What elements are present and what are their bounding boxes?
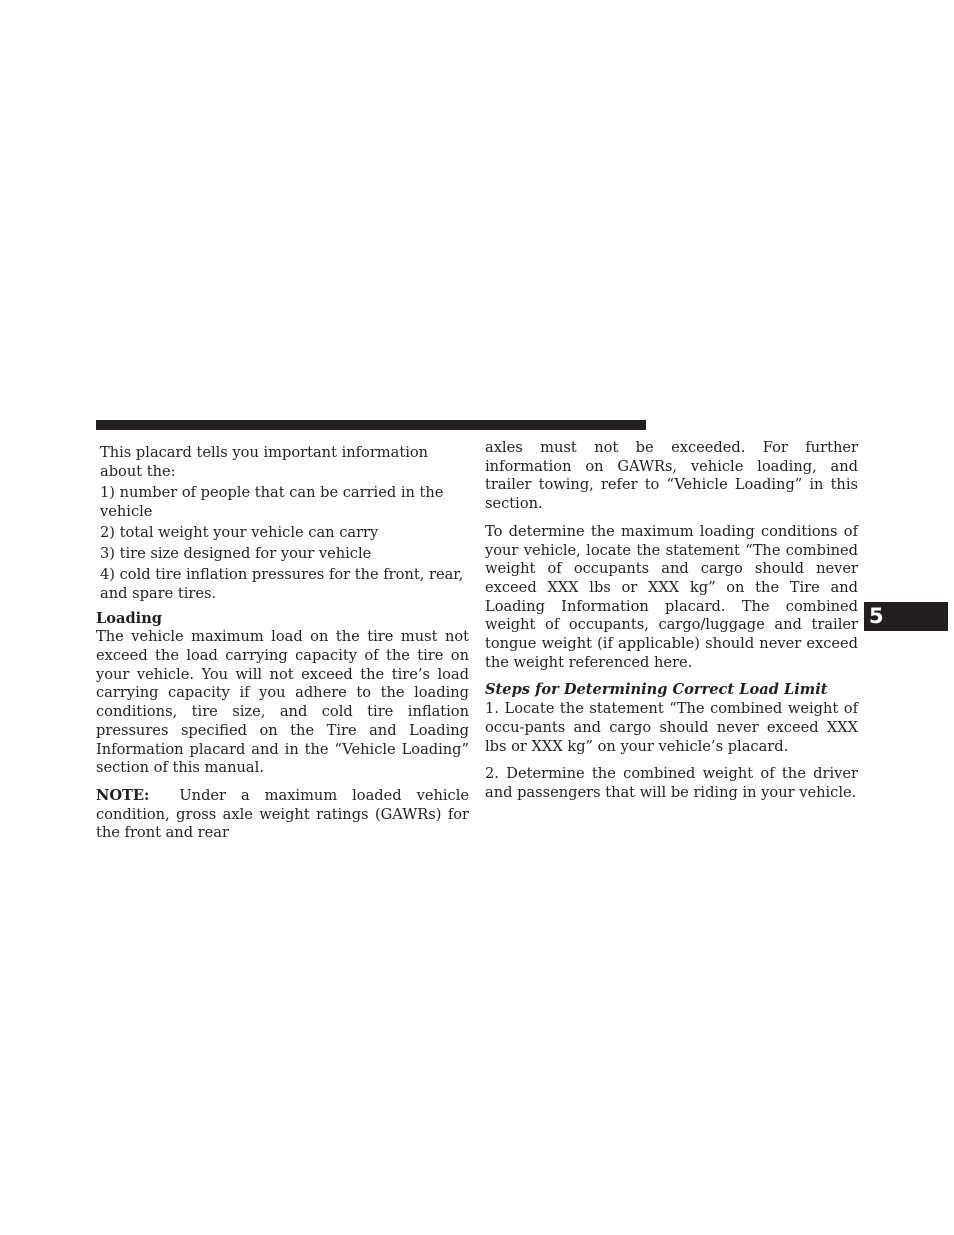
list-item: 4) cold tire inflation pressures for the front, rear, and spare tires. bbox=[100, 566, 464, 602]
note-text: Under a maximum loaded vehicle condition, gross axle weight ratings (GAWRs) for the front and rear bbox=[96, 786, 469, 842]
list-item: 1) number of people that can be carried in the vehicle bbox=[100, 483, 444, 520]
steps-heading: Steps for Determining Correct Load Limit bbox=[485, 681, 828, 699]
step-1-paragraph: 1. Locate the statement “The combined weight of occu-pants and cargo should never exceed XXX lbs or XXX kg” on your vehicle’s placard. bbox=[485, 700, 858, 755]
chapter-tab: 5 bbox=[864, 602, 948, 631]
list-item: 3) tire size designed for your vehicle bbox=[100, 545, 372, 563]
list-item: 2) total weight your vehicle can carry bbox=[100, 523, 379, 541]
right-column bbox=[485, 439, 858, 803]
placard-intro: This placard tells you important information about the: bbox=[100, 444, 429, 480]
section-rule-bar bbox=[96, 420, 646, 430]
loading-paragraph: The vehicle maximum load on the tire must not exceed the load carrying capacity of the tire on your vehicle. You will not exceed the tire’s load carrying capacity if you adhere to the loading conditions, tire size, and cold tire inflation pressures specified on the Tire and Loading Information placard and in the “Vehicle Loading” section of this manual. bbox=[96, 628, 469, 777]
determine-paragraph: To determine the maximum loading conditions of your vehicle, locate the statement “The combined weight of occupants and cargo should never exceed XXX lbs or XXX kg” on the Tire and Loading Information placard. The combined weight of occupants, cargo/luggage and trailer tongue weight (if applicable) should never exceed the weight referenced here. bbox=[485, 522, 858, 671]
note-paragraph bbox=[96, 787, 469, 843]
step-2-paragraph: 2. Determine the combined weight of the driver and passengers that will be riding in your vehicle. bbox=[485, 765, 858, 801]
placard-info-list bbox=[96, 444, 469, 604]
continuation-paragraph: axles must not be exceeded. For further information on GAWRs, vehicle loading, and trailer towing, refer to “Vehicle Loading” in this section. bbox=[485, 439, 858, 513]
loading-heading: Loading bbox=[96, 609, 163, 627]
left-column bbox=[96, 444, 469, 843]
note-label: NOTE: bbox=[96, 786, 150, 804]
